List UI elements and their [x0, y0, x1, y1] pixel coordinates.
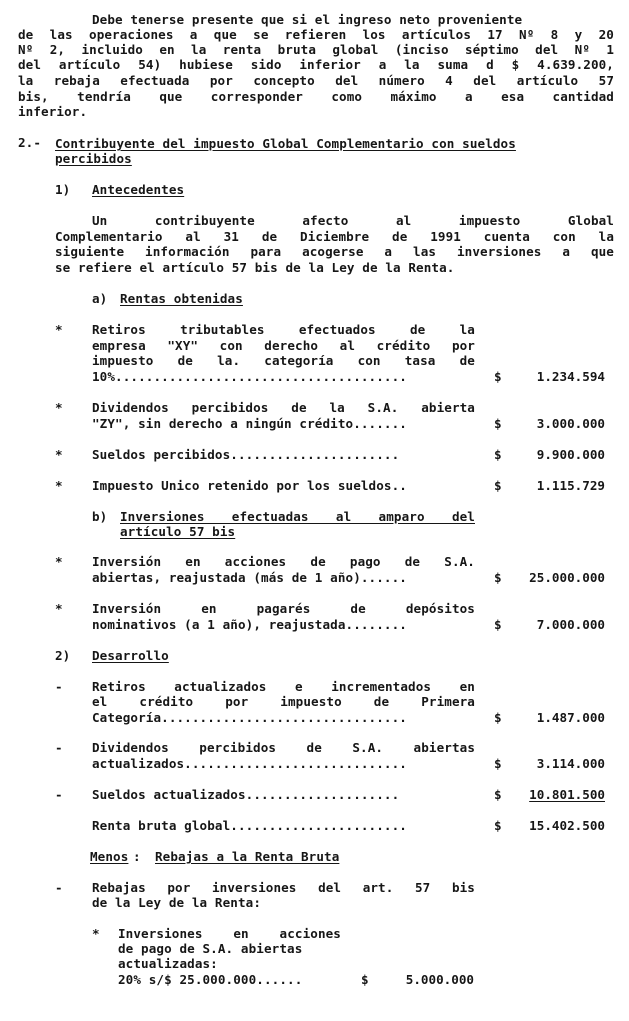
- section-number: 2.-: [18, 135, 42, 150]
- subsection-b-letter: b): [92, 509, 108, 524]
- antecedentes-para-4: se refiere el artículo 57 bis de la Ley de la Renta.: [55, 260, 455, 275]
- item-line: Sueldos percibidos......................: [92, 447, 400, 462]
- rebaja-line: Rebajas por inversiones del art. 57 bis: [92, 880, 475, 895]
- sub-line: Inversiones en acciones: [118, 926, 341, 941]
- currency-sign: $: [494, 756, 502, 771]
- item-line: Dividendos percibidos de S.A. abiertas: [92, 740, 475, 755]
- dash-bullet: -: [55, 740, 63, 755]
- item-line: Inversión en acciones de pago de S.A.: [92, 554, 475, 569]
- antecedentes-number: 1): [55, 182, 71, 197]
- section-title-line-2: percibidos: [55, 151, 132, 166]
- sub-bullet: *: [92, 926, 100, 941]
- rebaja-line: de la Ley de la Renta:: [92, 895, 262, 910]
- item-line: Impuesto Unico retenido por los sueldos..: [92, 478, 407, 493]
- bullet: *: [55, 478, 63, 493]
- bullet: *: [55, 601, 63, 616]
- intro-line-3: Nº 2, incluido en la renta bruta global (inciso séptimo del Nº 1: [18, 42, 614, 57]
- subsection-a-letter: a): [92, 291, 108, 306]
- currency-sign: $: [361, 972, 369, 987]
- menos-title: Rebajas a la Renta Bruta: [155, 849, 340, 864]
- sub-line: actualizadas:: [118, 956, 218, 971]
- item-line: Retiros tributables efectuados de la: [92, 322, 475, 337]
- amount: 1.234.594: [536, 369, 605, 384]
- amount: 10.801.500: [529, 787, 605, 802]
- desarrollo-number: 2): [55, 648, 71, 663]
- currency-sign: $: [494, 369, 502, 384]
- bullet: *: [55, 400, 63, 415]
- currency-sign: $: [494, 710, 502, 725]
- item-line: Categoría................................: [92, 710, 407, 725]
- amount: 1.487.000: [536, 710, 605, 725]
- amount: 7.000.000: [536, 617, 605, 632]
- intro-line-4: del artículo 54) hubiese sido inferior a la suma d $ 4.639.200,: [18, 57, 614, 72]
- currency-sign: $: [494, 447, 502, 462]
- antecedentes-para-2: Complementario al 31 de Diciembre de 1991 cuenta con la: [55, 229, 614, 244]
- antecedentes-title: Antecedentes: [92, 182, 185, 197]
- dash-bullet: -: [55, 787, 63, 802]
- bullet: *: [55, 322, 63, 337]
- sub-line: 20% s/$ 25.000.000......: [118, 972, 303, 987]
- antecedentes-para-3: siguiente información para acogerse a las inversiones a que: [55, 244, 614, 259]
- desarrollo-title: Desarrollo: [92, 648, 169, 663]
- subsection-b-title-line-2: artículo 57 bis: [120, 524, 236, 539]
- intro-line-1: Debe tenerse presente que si el ingreso neto proveniente: [92, 12, 523, 27]
- amount: 1.115.729: [536, 478, 605, 493]
- item-line: empresa "XY" con derecho al crédito por: [92, 338, 475, 353]
- intro-line-7: inferior.: [18, 104, 88, 119]
- renta-bruta-amount: 15.402.500: [529, 818, 605, 833]
- currency-sign: $: [494, 787, 502, 802]
- currency-sign: $: [494, 818, 502, 833]
- item-line: actualizados.............................: [92, 756, 407, 771]
- currency-sign: $: [494, 570, 502, 585]
- dash-bullet: -: [55, 679, 63, 694]
- item-line: Dividendos percibidos de la S.A. abierta: [92, 400, 475, 415]
- menos-label: Menos: [90, 849, 129, 864]
- renta-bruta-label: Renta bruta global.......................: [92, 818, 407, 833]
- sub-amount: 5.000.000: [405, 972, 474, 987]
- amount: 9.900.000: [536, 447, 605, 462]
- amount: 3.000.000: [536, 416, 605, 431]
- item-line: Inversión en pagarés de depósitos: [92, 601, 475, 616]
- item-line: abiertas, reajustada (más de 1 año)......: [92, 570, 407, 585]
- subsection-b-title-line-1: Inversiones efectuadas al amparo del: [120, 509, 475, 524]
- currency-sign: $: [494, 617, 502, 632]
- item-line: impuesto de la. categoría con tasa de: [92, 353, 475, 368]
- dash-bullet: -: [55, 880, 63, 895]
- currency-sign: $: [494, 416, 502, 431]
- item-line: "ZY", sin derecho a ningún crédito.......: [92, 416, 407, 431]
- section-title-line-1: Contribuyente del impuesto Global Complementario con sueldos: [55, 136, 516, 151]
- menos-colon: :: [133, 849, 141, 864]
- subsection-a-title: Rentas obtenidas: [120, 291, 243, 306]
- item-line: Sueldos actualizados....................: [92, 787, 400, 802]
- item-line: Retiros actualizados e incrementados en: [92, 679, 475, 694]
- currency-sign: $: [494, 478, 502, 493]
- intro-line-5: la rebaja efectuada por concepto del número 4 del artículo 57: [18, 73, 614, 88]
- intro-line-2: de las operaciones a que se refieren los artículos 17 Nº 8 y 20: [18, 27, 614, 42]
- bullet: *: [55, 554, 63, 569]
- item-line: nominativos (a 1 año), reajustada........: [92, 617, 407, 632]
- antecedentes-para-1: Un contribuyente afecto al impuesto Global: [92, 213, 614, 228]
- amount: 25.000.000: [529, 570, 605, 585]
- bullet: *: [55, 447, 63, 462]
- item-line: 10%......................................: [92, 369, 407, 384]
- amount: 3.114.000: [536, 756, 605, 771]
- item-line: el crédito por impuesto de Primera: [92, 694, 475, 709]
- sub-line: de pago de S.A. abiertas: [118, 941, 303, 956]
- intro-line-6: bis, tendría que corresponder como máximo a esa cantidad: [18, 89, 614, 104]
